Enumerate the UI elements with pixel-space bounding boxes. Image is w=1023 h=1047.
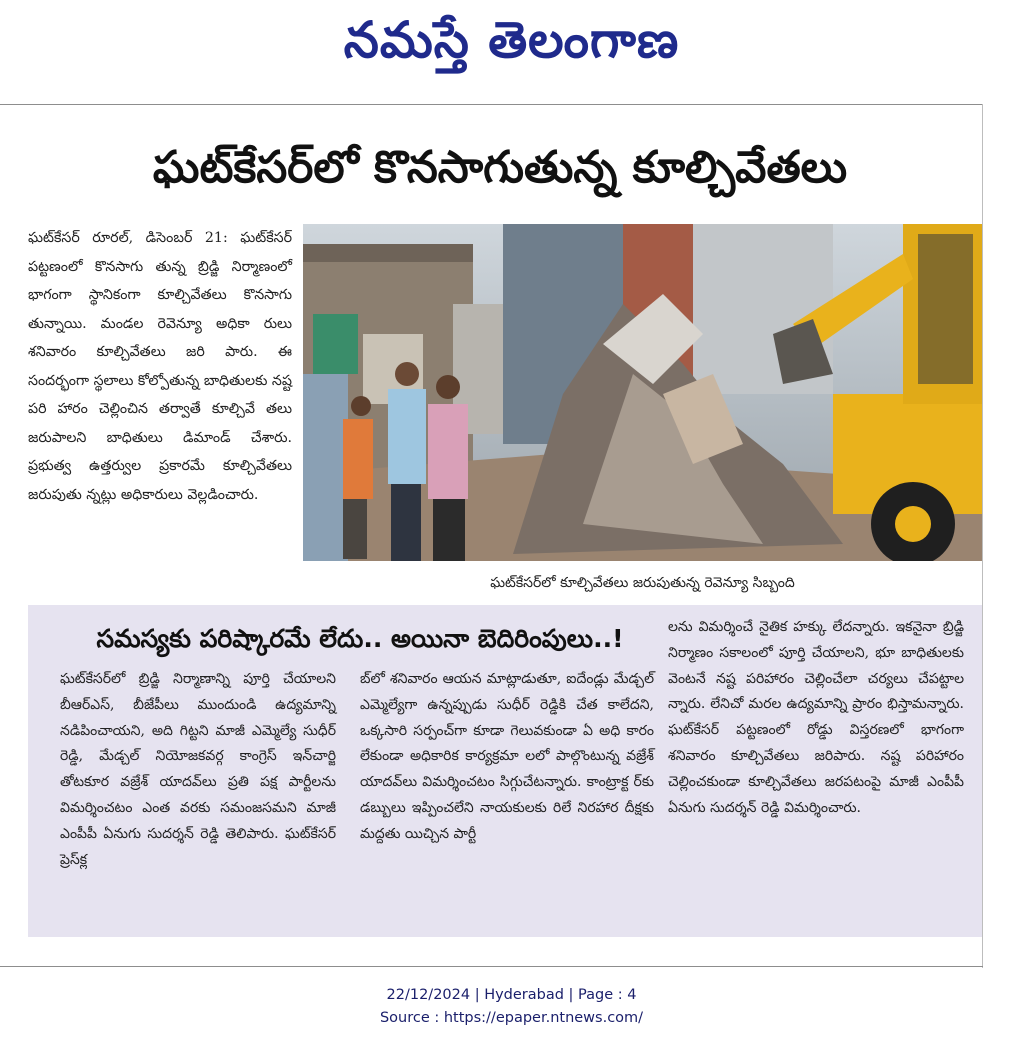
article-lead-text: ఘట్‌కేసర్ రూరల్, డిసెంబర్ 21: ఘట్‌కేసర్ పట్టణంలో కొనసాగు తున్న బ్రిడ్జి నిర్మాణంలో భాగంగా స్థానికంగా కూల్చివేతలు కొనసాగు తున్నాయి. మండల రెవెన్యూ అధికా రులు శనివారం కూల్చివేతలు జరి పారు. ఈ సందర్భంగా స్థలాలు కోల్పోతున్న బాధితులకు నష్ట పరి హారం చెల్లించిన తర్వాతే కూల్చివే తలు జరుపాలని బాధితులు డిమాండ్ చేశారు. ప్రభుత్వ ఉత్తర్వుల ప్రకారమే కూల్చివేతలు జరుపుతు న్నట్లు అధికారులు వెల్లడించారు.: [28, 230, 292, 503]
sidebar-story-box: [28, 605, 982, 937]
masthead: [0, 0, 1023, 80]
article-headline: ఘట్‌కేసర్‌లో కొనసాగుతున్న కూల్చివేతలు: [152, 142, 848, 193]
article-photo: [303, 224, 982, 561]
sidebar-story-column-1: ఘట్‌కేసర్‌లో బ్రిడ్జి నిర్మాణాన్ని పూర్తి చేయాలని బీఆర్‌ఎస్, బీజేపీలు ముందుండి ఉద్యమాన్ని నడిపించాయని, అది గిట్టని మాజీ ఎమ్మెల్యే సుధీర్ రెడ్డి, మేడ్చల్ నియోజకవర్గ కాంగ్రెస్ ఇన్‌చార్జి తోటకూర వజ్రేశ్ యాదవ్‌లు ప్రతి పక్ష పార్టీలను విమర్శించటం ఎంత వరకు సమంజసమని మాజీ ఎంపీపీ ఏనుగు సుదర్శన్ రెడ్డి తెలిపారు. ఘట్‌కేసర్ ప్రెస్‌క్ల: [60, 671, 336, 868]
photo-caption: ఘట్‌కేసర్‌లో కూల్చివేతలు జరుపుతున్న రెవెన్యూ సిబ్బంది: [490, 575, 795, 591]
sidebar-story-headline: సమస్యకు పరిష్కారమే లేదు.. అయినా బెదిరింపులు..!: [96, 624, 624, 653]
sidebar-story-column-2: బ్‌లో శనివారం ఆయన మాట్లాడుతూ, ఐదేండ్లు మేడ్చల్ ఎమ్మెల్యేగా ఉన్నప్పుడు సుధీర్ రెడ్డికి చేత కాలేదని, ఒక్కసారి సర్పంచ్‌గా కూడా గెలువకుండా ఏ అధి కారం లేకుండా అధికారిక కార్యక్రమా లలో పాల్గొంటున్న వజ్రేశ్ యాదవ్‌లు విమర్శించటం సిగ్గుచేటన్నారు. కాంట్రాక్ట ర్‌కు డబ్బులు ఇప్పించలేని నాయకులకు రిలే నిరహార దీక్షకు మద్దతు యిచ్చిన పార్టీ: [360, 671, 654, 842]
page-footer: [0, 984, 1023, 1030]
newspaper-logo: నమస్తే తెలంగాణ: [343, 11, 680, 69]
page-right-border: [982, 104, 983, 968]
demolition-scene-image: [303, 224, 982, 561]
footer-source-link[interactable]: Source : https://epaper.ntnews.com/: [379, 1010, 644, 1026]
footer-date-edition: 22/12/2024 | Hyderabad | Page : 4: [386, 987, 637, 1003]
masthead-divider: [0, 104, 983, 105]
sidebar-story-column-3: లను విమర్శించే నైతిక హక్కు లేదన్నారు. ఇకనైనా బ్రిడ్జి నిర్మాణం సకాలంలో పూర్తి చేయాలని, భూ బాధితులకు వెంటనే నష్ట పరిహారం చెల్లించేలా చర్యలు చేపట్టాల న్నారు. లేనిచో మరల ఉద్యమాన్ని ప్రారం భిస్తామన్నారు. ఘట్‌కేసర్ పట్టణంలో రోడ్డు విస్తరణలో భాగంగా శనివారం కూల్చివేతలు జరిపారు. నష్ట పరిహారం చెల్లించకుండా కూల్చివేతలు జరపటంపై మాజీ ఎంపీపీ ఏనుగు సుదర్శన్ రెడ్డి విమర్శించారు.: [668, 619, 964, 816]
footer-divider: [0, 966, 983, 967]
